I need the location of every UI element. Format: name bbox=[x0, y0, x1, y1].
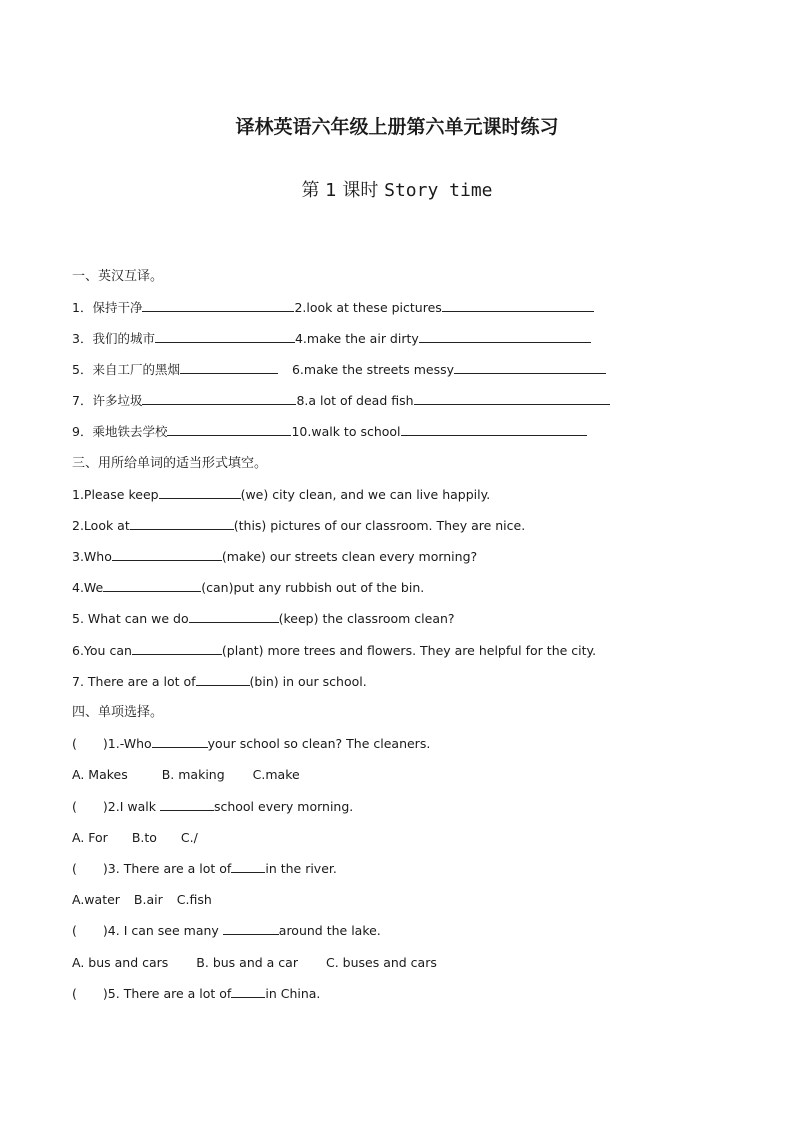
answer-blank[interactable] bbox=[132, 642, 222, 655]
option-a[interactable]: A. Makes bbox=[72, 767, 128, 782]
item-number: 3. bbox=[107, 861, 120, 876]
item-number: 3． bbox=[72, 331, 93, 346]
item-prompt: -Who bbox=[119, 736, 152, 751]
item-prompt: 4.We bbox=[72, 580, 104, 595]
answer-blank[interactable] bbox=[152, 735, 208, 748]
answer-paren-open: ( bbox=[72, 799, 77, 814]
item-prompt: school every morning. bbox=[213, 799, 354, 814]
fill-in-item bbox=[72, 579, 424, 597]
answer-slot[interactable] bbox=[77, 799, 103, 811]
item-prompt: 7. There are a lot of bbox=[72, 674, 196, 689]
item-prompt: your school so clean? The cleaners. bbox=[207, 736, 431, 751]
item-number: 10. bbox=[291, 424, 312, 439]
answer-slot[interactable] bbox=[77, 923, 103, 935]
item-number: 2. bbox=[107, 799, 120, 814]
answer-blank[interactable] bbox=[180, 361, 278, 374]
fill-in-item bbox=[72, 486, 490, 504]
answer-blank[interactable] bbox=[130, 517, 234, 530]
item-prompt: I can see many bbox=[119, 923, 223, 938]
mc-options bbox=[72, 891, 212, 909]
option-a[interactable]: A. bus and cars bbox=[72, 955, 169, 970]
answer-paren-open: ( bbox=[72, 923, 77, 938]
item-prompt: 2.Look at bbox=[72, 518, 130, 533]
item-prompt: (we) city clean, and we can live happily. bbox=[240, 487, 491, 502]
item-prompt: in the river. bbox=[265, 861, 337, 876]
answer-paren-close: ) bbox=[102, 923, 108, 938]
translate-row bbox=[72, 361, 606, 379]
page-title: 译林英语六年级上册第六单元课时练习 bbox=[235, 116, 559, 138]
fill-in-item bbox=[72, 610, 455, 628]
item-prompt: 许多垃圾 bbox=[92, 393, 143, 408]
option-c[interactable]: C./ bbox=[180, 830, 198, 845]
option-b[interactable]: B.to bbox=[131, 830, 157, 845]
item-number: 4. bbox=[294, 331, 307, 346]
item-prompt: in China. bbox=[265, 986, 321, 1001]
answer-blank[interactable] bbox=[419, 330, 591, 343]
answer-blank[interactable] bbox=[442, 299, 594, 312]
item-prompt: 3.Who bbox=[72, 549, 112, 564]
option-c[interactable]: C. buses and cars bbox=[325, 955, 437, 970]
fill-in-item bbox=[72, 673, 367, 691]
item-prompt: 1.Please keep bbox=[72, 487, 159, 502]
item-prompt: make the air dirty bbox=[306, 331, 419, 346]
item-number: 2. bbox=[294, 300, 307, 315]
option-a[interactable]: A.water bbox=[72, 892, 120, 907]
item-prompt: (can)put any rubbish out of the bin. bbox=[201, 580, 425, 595]
mc-options bbox=[72, 954, 437, 972]
item-prompt: (make) our streets clean every morning? bbox=[221, 549, 478, 564]
answer-blank[interactable] bbox=[159, 486, 241, 499]
mc-question bbox=[72, 798, 353, 816]
option-b[interactable]: B. bus and a car bbox=[196, 955, 298, 970]
answer-paren-open: ( bbox=[72, 986, 77, 1001]
item-prompt: There are a lot of bbox=[119, 986, 232, 1001]
item-prompt: I walk bbox=[119, 799, 160, 814]
answer-paren-close: ) bbox=[102, 799, 108, 814]
item-prompt: make the streets messy bbox=[303, 362, 455, 377]
answer-blank[interactable] bbox=[454, 361, 606, 374]
item-number: 1． bbox=[72, 300, 93, 315]
item-prompt: (plant) more trees and flowers. They are helpful for the city. bbox=[221, 643, 597, 658]
item-number: 5. bbox=[107, 986, 120, 1001]
item-prompt: 我们的城市 bbox=[92, 331, 155, 346]
mc-question bbox=[72, 860, 337, 878]
translate-row bbox=[72, 392, 610, 410]
section-heading-translate: 一、英汉互译。 bbox=[72, 269, 164, 284]
item-prompt: 6.You can bbox=[72, 643, 132, 658]
answer-slot[interactable] bbox=[77, 736, 103, 748]
item-number: 1. bbox=[107, 736, 120, 751]
item-number: 8. bbox=[296, 393, 309, 408]
answer-slot[interactable] bbox=[77, 986, 103, 998]
fill-in-item bbox=[72, 642, 596, 660]
option-b[interactable]: B. making bbox=[161, 767, 225, 782]
lesson-number: 第 1 课时 bbox=[301, 180, 379, 201]
answer-blank[interactable] bbox=[401, 423, 587, 436]
answer-blank[interactable] bbox=[155, 330, 295, 343]
item-number: 7． bbox=[72, 393, 93, 408]
answer-paren-open: ( bbox=[72, 736, 77, 751]
item-number: 6. bbox=[291, 362, 304, 377]
option-c[interactable]: C.make bbox=[252, 767, 300, 782]
mc-options bbox=[72, 829, 198, 847]
item-prompt: 5. What can we do bbox=[72, 611, 189, 626]
item-prompt: (this) pictures of our classroom. They are nice. bbox=[233, 518, 526, 533]
item-prompt: 保持干净 bbox=[92, 300, 143, 315]
answer-blank[interactable] bbox=[414, 392, 610, 405]
mc-question bbox=[72, 985, 320, 1003]
answer-blank[interactable] bbox=[223, 922, 279, 935]
mc-question bbox=[72, 922, 381, 940]
item-number: 4. bbox=[107, 923, 120, 938]
item-prompt: look at these pictures bbox=[306, 300, 442, 315]
answer-blank[interactable] bbox=[142, 299, 294, 312]
fill-in-item bbox=[72, 548, 477, 566]
section-heading-multiple-choice: 四、单项选择。 bbox=[72, 705, 164, 720]
translate-row bbox=[72, 299, 632, 317]
answer-blank[interactable] bbox=[196, 673, 250, 686]
item-prompt: There are a lot of bbox=[119, 861, 232, 876]
fill-in-item bbox=[72, 517, 525, 535]
option-a[interactable]: A. For bbox=[72, 830, 108, 845]
mc-options bbox=[72, 766, 300, 784]
section-heading-fill-in: 三、用所给单词的适当形式填空。 bbox=[72, 456, 268, 471]
answer-slot[interactable] bbox=[77, 861, 103, 873]
answer-paren-open: ( bbox=[72, 861, 77, 876]
item-number: 9． bbox=[72, 424, 93, 439]
item-prompt: 乘地铁去学校 bbox=[92, 424, 168, 439]
answer-blank[interactable] bbox=[142, 392, 296, 405]
answer-blank[interactable] bbox=[103, 579, 201, 592]
answer-blank[interactable] bbox=[167, 423, 291, 436]
mc-question bbox=[72, 735, 430, 753]
option-b[interactable]: B.air bbox=[133, 892, 163, 907]
item-number: 5． bbox=[72, 362, 93, 377]
answer-blank[interactable] bbox=[189, 610, 279, 623]
item-prompt: (keep) the classroom clean? bbox=[278, 611, 455, 626]
lesson-subtitle bbox=[0, 176, 794, 202]
answer-blank[interactable] bbox=[112, 548, 222, 561]
item-prompt: walk to school bbox=[311, 424, 401, 439]
item-prompt: around the lake. bbox=[278, 923, 381, 938]
answer-blank[interactable] bbox=[160, 798, 214, 811]
lesson-name: Story time bbox=[384, 180, 493, 201]
option-c[interactable]: C.fish bbox=[176, 892, 212, 907]
answer-blank[interactable] bbox=[231, 985, 265, 998]
translate-row bbox=[72, 423, 587, 441]
translate-row bbox=[72, 330, 591, 348]
answer-paren-close: ) bbox=[102, 986, 108, 1001]
item-prompt: 来自工厂的黑烟 bbox=[92, 362, 180, 377]
answer-paren-close: ) bbox=[102, 736, 108, 751]
item-prompt: (bin) in our school. bbox=[249, 674, 367, 689]
item-prompt: a lot of dead fish bbox=[308, 393, 414, 408]
answer-paren-close: ) bbox=[102, 861, 108, 876]
answer-blank[interactable] bbox=[231, 860, 265, 873]
